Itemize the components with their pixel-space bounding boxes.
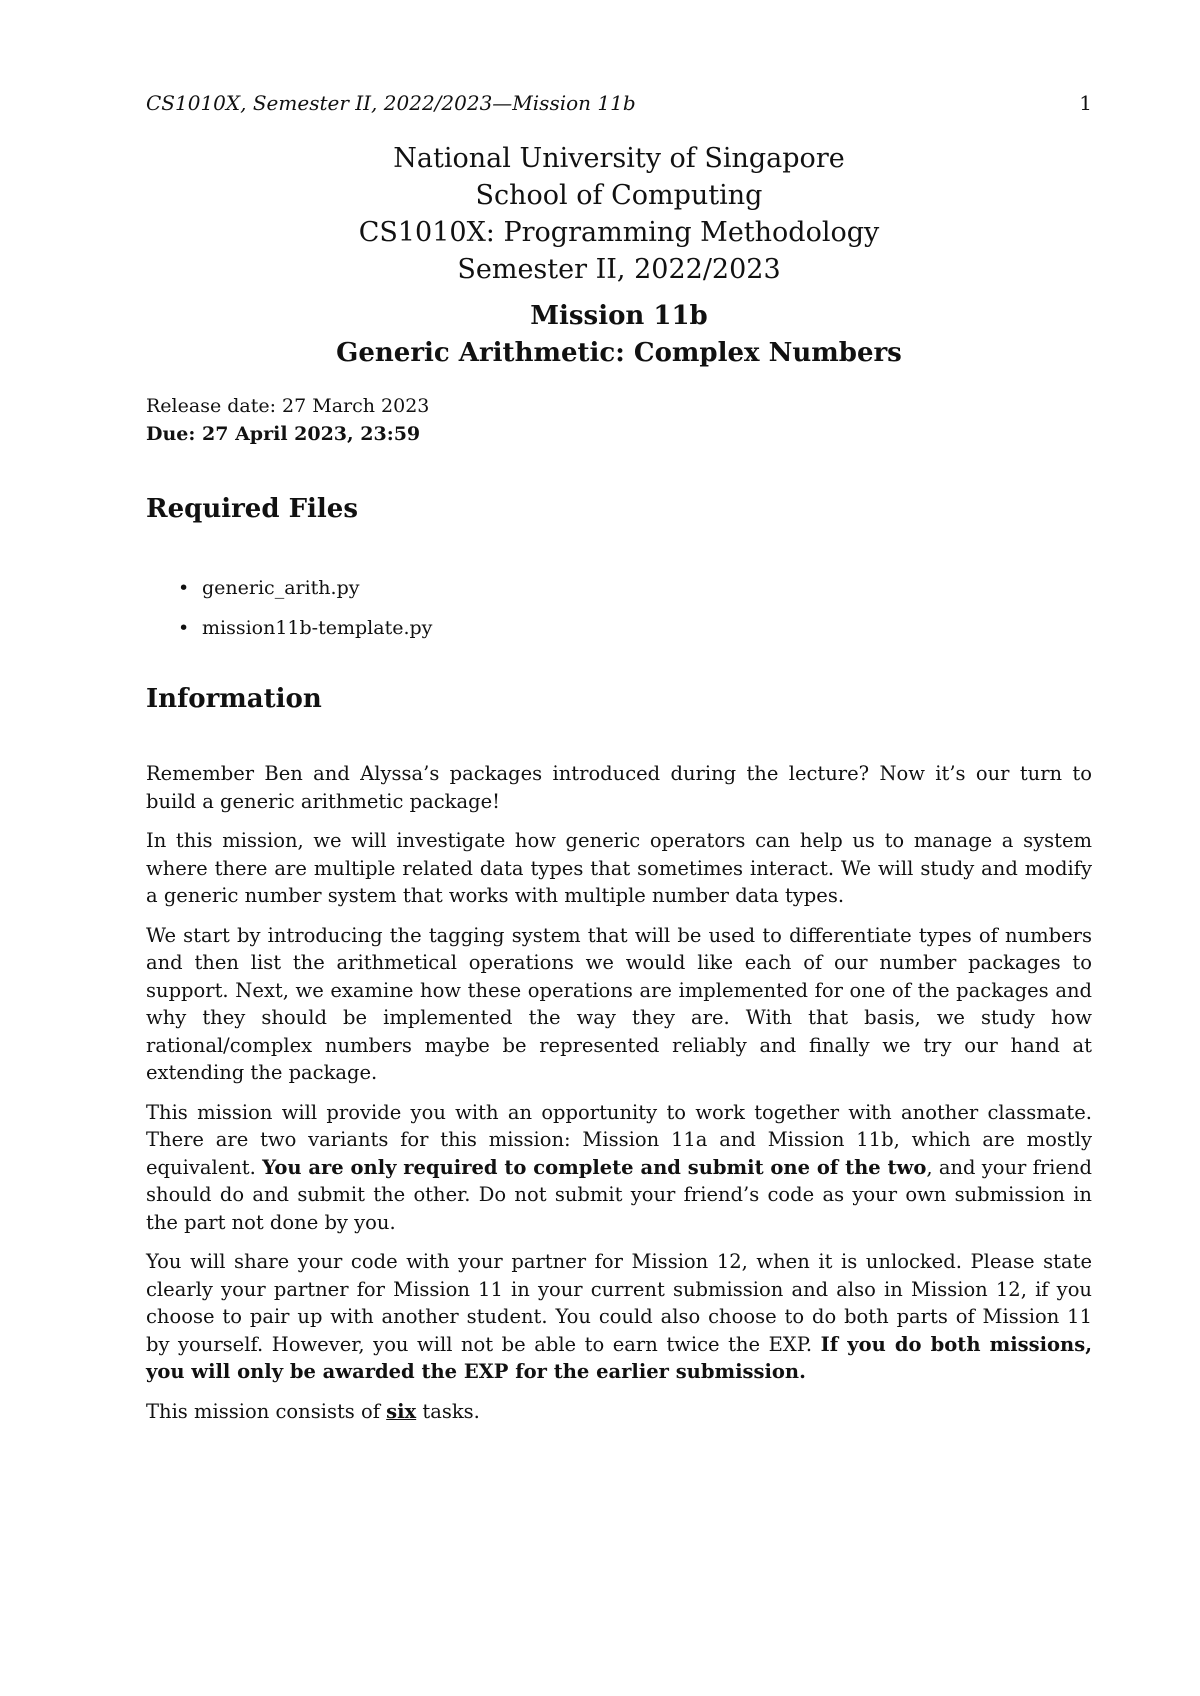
bullet-icon: • [178,577,190,599]
text-run: , and your friend should do and submit the other. Do not submit your friend’s code as your own submission in the part not done by you. [146,1155,1092,1234]
university-name: National University of Singapore [393,143,845,174]
mission-name: Mission 11b [530,301,708,331]
mission-block [146,298,1092,372]
emphasis-text: If you do both missions, you will only be awarded the EXP for the earlier submission. [146,1332,1092,1383]
paragraph [146,1099,1092,1237]
information-body [146,760,1092,1437]
bullet-icon: • [178,617,190,639]
release-date: Release date: 27 March 2023 [146,395,430,417]
paragraph: We start by introducing the tagging system that will be used to differentiate types of numbers and then list the arithmetical operations we would like each of our number packages to support. Next, we examine how these operations are implemented for one of the packages and why they should be implemented the way they are. With that basis, we study how rational/complex numbers maybe be represented reliably and finally we try our hand at extending the package. [146,923,1092,1084]
file-name: generic_arith.py [202,577,360,599]
school-name: School of Computing [475,180,763,211]
course-name: CS1010X: Programming Methodology [358,217,880,248]
page-number: 1 [1079,91,1092,115]
list-item [178,568,432,608]
text-run: This mission consists of [146,1399,387,1423]
title-block [146,140,1092,288]
mission-subtitle: Generic Arithmetic: Complex Numbers [336,338,902,368]
emphasis-text: You are only required to complete and submit one of the two [262,1155,927,1179]
paragraph: Remember Ben and Alyssa’s packages introduced during the lecture? Now it’s our turn to build a generic arithmetic package! [146,762,1092,813]
paragraph [146,1398,1092,1426]
text-run: tasks. [416,1399,480,1423]
information-heading: Information [146,684,322,714]
file-name: mission11b-template.py [202,617,433,639]
running-header [146,90,1092,116]
dates [146,392,1092,448]
text-run: You will share your code with your partner for Mission 12, when it is unlocked. Please state clearly your partner for Mission 11 in your current submission and also in Mission 12, if you choose to pair up with another student. You could also choose to do both parts of Mission 11 by yourself. However, you will not be able to earn twice the EXP. [146,1250,1092,1356]
required-files-list [178,568,432,648]
semester: Semester II, 2022/2023 [457,254,781,285]
running-title: CS1010X, Semester II, 2022/2023—Mission 11b [146,91,636,115]
task-count: six [386,1399,417,1423]
required-files-heading: Required Files [146,494,358,524]
text-run: This mission will provide you with an opportunity to work together with another classmate. There are two variants for this mission: Mission 11a and Mission 11b, which are mostly equivalent. [146,1100,1092,1179]
list-item [178,608,432,648]
paragraph: In this mission, we will investigate how generic operators can help us to manage a system where there are multiple related data types that sometimes interact. We will study and modify a generic number system that works with multiple number data types. [146,829,1092,907]
due-date: Due: 27 April 2023, 23:59 [146,423,421,445]
paragraph [146,1248,1092,1386]
